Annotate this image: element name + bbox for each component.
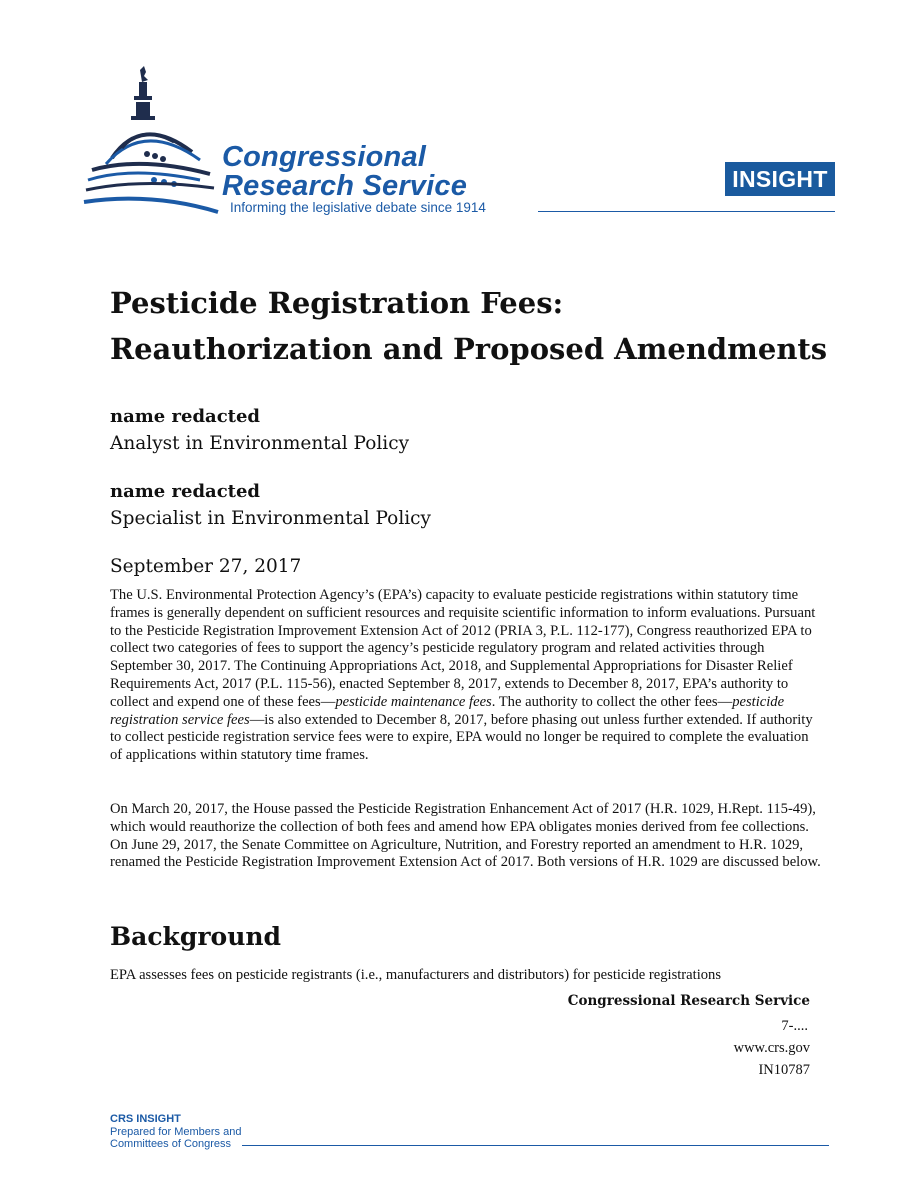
footer-url[interactable]: www.crs.gov <box>733 1040 810 1056</box>
org-name-line2: Research Service <box>222 170 468 202</box>
footer-prepared-line1: Prepared for Members and <box>110 1126 242 1138</box>
insight-badge: INSIGHT <box>725 162 835 196</box>
term-maintenance-fees: pesticide maintenance fees <box>335 693 492 710</box>
author-1-name: name redacted <box>110 406 261 427</box>
paragraph-intro-text-a: The U.S. Environmental Protection Agency’s (EPA’s) capacity to evaluate pesticide registrations within statutory time frames is generally dependent on sufficient resources and requisite scientific information to inform evaluations. Pursuant to the Pesticide Registration Improvement Extension Act of 2012 (PRIA 3, P.L. 112-177), Congress reauthorized EPA to collect two categories of fees to support the agency’s pesticide regulatory program and related activities through September 30, 2017. The Continuing Appropriations Act, 2018, and Supplemental Appropriations for Disaster Relief Requirements Act, 2017 (P.L. 115-56), enacted September 8, 2017, extends to December 8, 2017, EPA’s authority to collect and expend one of these fees— <box>110 587 816 710</box>
publication-date: September 27, 2017 <box>110 556 302 577</box>
org-name-line1: Congressional <box>222 141 427 173</box>
footer-report-id: IN10787 <box>758 1062 810 1078</box>
paragraph-intro-text-b: . The authority to collect the other fees— <box>491 693 733 710</box>
author-2-name: name redacted <box>110 481 261 502</box>
footer-crs-name: Congressional Research Service <box>567 993 810 1009</box>
tagline-rule <box>538 211 835 212</box>
author-2-role: Specialist in Environmental Policy <box>110 508 431 529</box>
footer-phone: 7-.... <box>781 1018 808 1034</box>
org-tagline: Informing the legislative debate since 1914 <box>230 200 486 215</box>
footer-rule <box>242 1145 829 1146</box>
capitol-dome-icon <box>82 62 222 222</box>
author-1-role: Analyst in Environmental Policy <box>110 433 410 454</box>
paragraph-intro <box>110 587 822 765</box>
paragraph-background: EPA assesses fees on pesticide registrants (i.e., manufacturers and distributors) for pesticide registrations <box>110 967 722 983</box>
footer-prepared-line2: Committees of Congress <box>110 1138 232 1150</box>
paragraph-house-senate: On March 20, 2017, the House passed the Pesticide Registration Enhancement Act of 2017 (H.R. 1029, H.Rept. 115-49), which would reauthorize the collection of both fees and amend how EPA obligates monies derived from fee collections. On June 29, 2017, the Senate Committee on Agriculture, Nutrition, and Forestry reported an amendment to H.R. 1029, renamed the Pesticide Registration Improvement Extension Act of 2017. Both versions of H.R. 1029 are discussed below. <box>110 801 821 871</box>
paragraph-intro-text-c: —is also extended to December 8, 2017, before phasing out unless further extended. If authority to collect pesticide registration service fees were to expire, EPA would no longer be required to complete the evaluation of applications within statutory time frames. <box>110 711 813 764</box>
section-heading-background: Background <box>110 922 282 951</box>
footer-crs-insight-label: CRS INSIGHT <box>110 1113 181 1125</box>
document-title: Pesticide Registration Fees: Reauthorization and Proposed Amendments <box>110 286 828 366</box>
term-registration-service-fees: pesticide registration service fees <box>110 693 785 728</box>
